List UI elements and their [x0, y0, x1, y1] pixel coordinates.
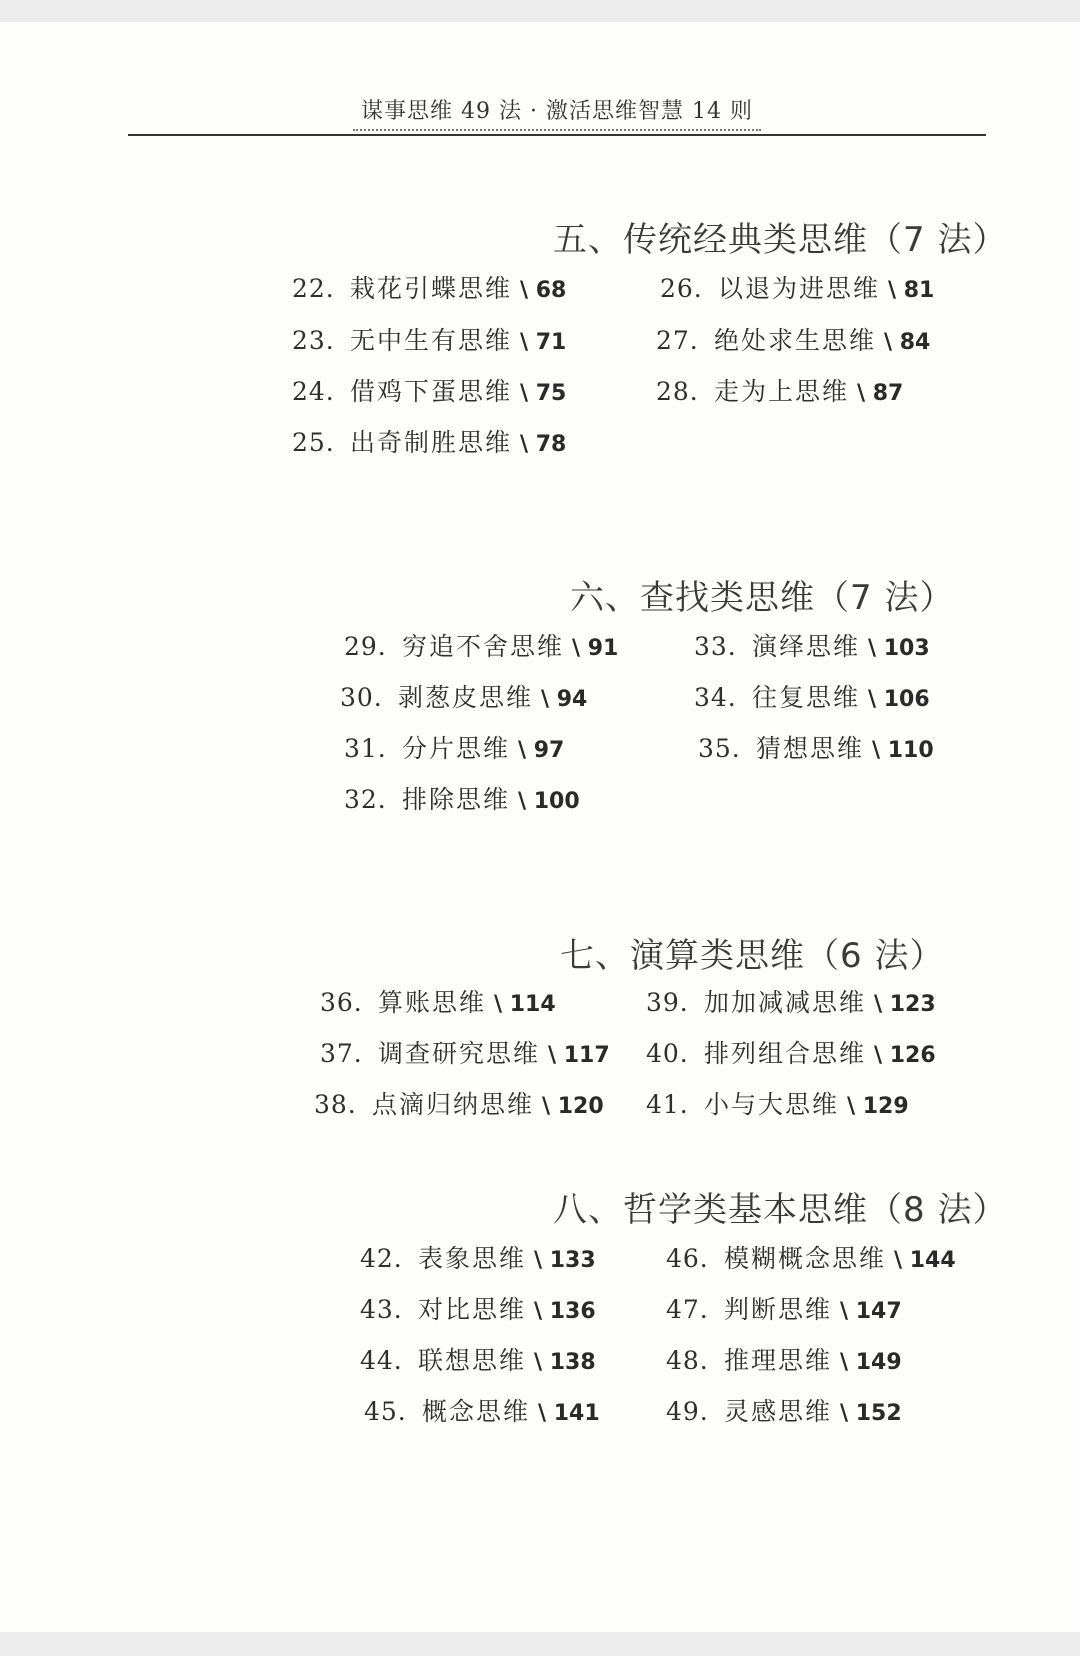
entry-page: \ 120	[542, 1094, 604, 1119]
toc-entry-26[interactable]	[660, 274, 934, 304]
entry-title: 演绎思维	[752, 632, 861, 661]
toc-entry-47[interactable]	[666, 1295, 902, 1325]
entry-page: \ 81	[888, 278, 935, 303]
toc-entry-36[interactable]	[320, 988, 556, 1018]
entry-page: \ 87	[857, 381, 904, 406]
entry-number: 28.	[656, 377, 699, 406]
entry-title: 小与大思维	[704, 1090, 840, 1119]
entry-title: 穷追不舍思维	[402, 632, 565, 661]
toc-entry-42[interactable]	[360, 1244, 596, 1274]
entry-number: 24.	[292, 377, 335, 406]
entry-page: \ 106	[868, 687, 930, 712]
entry-page: \ 110	[872, 738, 934, 763]
running-header-text: 谋事思维 49 法 · 激活思维智慧 14 则	[361, 99, 753, 124]
entry-title: 出奇制胜思维	[350, 428, 513, 457]
entry-number: 42.	[360, 1244, 403, 1273]
entry-title: 加加减减思维	[704, 988, 867, 1017]
entry-number: 35.	[698, 734, 741, 763]
toc-entry-31[interactable]	[344, 734, 564, 764]
toc-entry-25[interactable]	[292, 428, 566, 458]
toc-entry-34[interactable]	[694, 683, 930, 713]
entry-title: 绝处求生思维	[714, 326, 877, 355]
entry-number: 43.	[360, 1295, 403, 1324]
entry-title: 概念思维	[422, 1397, 531, 1426]
entry-title: 判断思维	[724, 1295, 833, 1324]
entry-number: 29.	[344, 632, 387, 661]
entry-title: 排列组合思维	[704, 1039, 867, 1068]
entry-number: 39.	[646, 988, 689, 1017]
toc-entry-30[interactable]	[340, 683, 587, 713]
entry-page: \ 152	[840, 1401, 902, 1426]
entry-page: \ 147	[840, 1299, 902, 1324]
entry-page: \ 114	[494, 992, 556, 1017]
running-header	[128, 80, 986, 136]
entry-page: \ 97	[518, 738, 565, 763]
section-title-5: 五、传统经典类思维（7 法）	[553, 220, 1008, 260]
entry-page: \ 94	[541, 687, 588, 712]
entry-page: \ 91	[572, 636, 619, 661]
toc-entry-23[interactable]	[292, 326, 566, 356]
header-dotted-underline	[353, 129, 761, 131]
entry-number: 27.	[656, 326, 699, 355]
toc-entry-46[interactable]	[666, 1244, 956, 1274]
entry-number: 44.	[360, 1346, 403, 1375]
entry-title: 调查研究思维	[378, 1039, 541, 1068]
book-page	[0, 22, 1080, 1632]
entry-title: 灵感思维	[724, 1397, 833, 1426]
entry-title: 模糊概念思维	[724, 1244, 887, 1273]
entry-title: 联想思维	[418, 1346, 527, 1375]
entry-page: \ 123	[874, 992, 936, 1017]
entry-title: 无中生有思维	[350, 326, 513, 355]
entry-page: \ 129	[847, 1094, 909, 1119]
toc-entry-40[interactable]	[646, 1039, 936, 1069]
entry-title: 推理思维	[724, 1346, 833, 1375]
entry-title: 分片思维	[402, 734, 511, 763]
toc-entry-41[interactable]	[646, 1090, 909, 1120]
toc-entry-29[interactable]	[344, 632, 618, 662]
toc-entry-44[interactable]	[360, 1346, 596, 1376]
section-title-7: 七、演算类思维（6 法）	[560, 936, 945, 976]
entry-page: \ 144	[894, 1248, 956, 1273]
entry-number: 31.	[344, 734, 387, 763]
entry-number: 45.	[364, 1397, 407, 1426]
toc-entry-43[interactable]	[360, 1295, 596, 1325]
toc-entry-39[interactable]	[646, 988, 936, 1018]
section-title-8: 八、哲学类基本思维（8 法）	[553, 1190, 1008, 1230]
entry-title: 表象思维	[418, 1244, 527, 1273]
toc-entry-24[interactable]	[292, 377, 566, 407]
entry-number: 33.	[694, 632, 737, 661]
toc-entry-33[interactable]	[694, 632, 930, 662]
entry-number: 34.	[694, 683, 737, 712]
entry-page: \ 117	[548, 1043, 610, 1068]
entry-number: 26.	[660, 274, 703, 303]
entry-title: 栽花引蝶思维	[350, 274, 513, 303]
toc-entry-48[interactable]	[666, 1346, 902, 1376]
entry-page: \ 103	[868, 636, 930, 661]
toc-entry-22[interactable]	[292, 274, 566, 304]
toc-entry-45[interactable]	[364, 1397, 600, 1427]
toc-entry-37[interactable]	[320, 1039, 610, 1069]
toc-entry-35[interactable]	[698, 734, 934, 764]
entry-title: 猜想思维	[756, 734, 865, 763]
entry-page: \ 78	[520, 432, 567, 457]
entry-number: 25.	[292, 428, 335, 457]
entry-title: 算账思维	[378, 988, 487, 1017]
entry-page: \ 68	[520, 278, 567, 303]
entry-page: \ 75	[520, 381, 567, 406]
toc-entry-27[interactable]	[656, 326, 930, 356]
entry-number: 46.	[666, 1244, 709, 1273]
entry-page: \ 100	[518, 789, 580, 814]
entry-number: 48.	[666, 1346, 709, 1375]
entry-title: 排除思维	[402, 785, 511, 814]
entry-page: \ 133	[534, 1248, 596, 1273]
entry-number: 22.	[292, 274, 335, 303]
entry-title: 以退为进思维	[718, 274, 881, 303]
entry-title: 借鸡下蛋思维	[350, 377, 513, 406]
entry-title: 往复思维	[752, 683, 861, 712]
entry-title: 剥葱皮思维	[398, 683, 534, 712]
entry-page: \ 84	[884, 330, 931, 355]
entry-page: \ 136	[534, 1299, 596, 1324]
entry-title: 走为上思维	[714, 377, 850, 406]
entry-page: \ 149	[840, 1350, 902, 1375]
entry-number: 23.	[292, 326, 335, 355]
entry-number: 32.	[344, 785, 387, 814]
entry-title: 点滴归纳思维	[372, 1090, 535, 1119]
entry-page: \ 138	[534, 1350, 596, 1375]
toc-entry-49[interactable]	[666, 1397, 902, 1427]
toc-entry-38[interactable]	[314, 1090, 604, 1120]
entry-number: 30.	[340, 683, 383, 712]
entry-number: 38.	[314, 1090, 357, 1119]
section-title-6: 六、查找类思维（7 法）	[570, 578, 955, 618]
entry-page: \ 71	[520, 330, 567, 355]
entry-page: \ 126	[874, 1043, 936, 1068]
entry-number: 49.	[666, 1397, 709, 1426]
entry-number: 47.	[666, 1295, 709, 1324]
toc-entry-32[interactable]	[344, 785, 580, 815]
header-rule	[128, 134, 986, 136]
entry-number: 36.	[320, 988, 363, 1017]
entry-number: 37.	[320, 1039, 363, 1068]
entry-number: 41.	[646, 1090, 689, 1119]
entry-number: 40.	[646, 1039, 689, 1068]
entry-title: 对比思维	[418, 1295, 527, 1324]
toc-entry-28[interactable]	[656, 377, 903, 407]
entry-page: \ 141	[538, 1401, 600, 1426]
